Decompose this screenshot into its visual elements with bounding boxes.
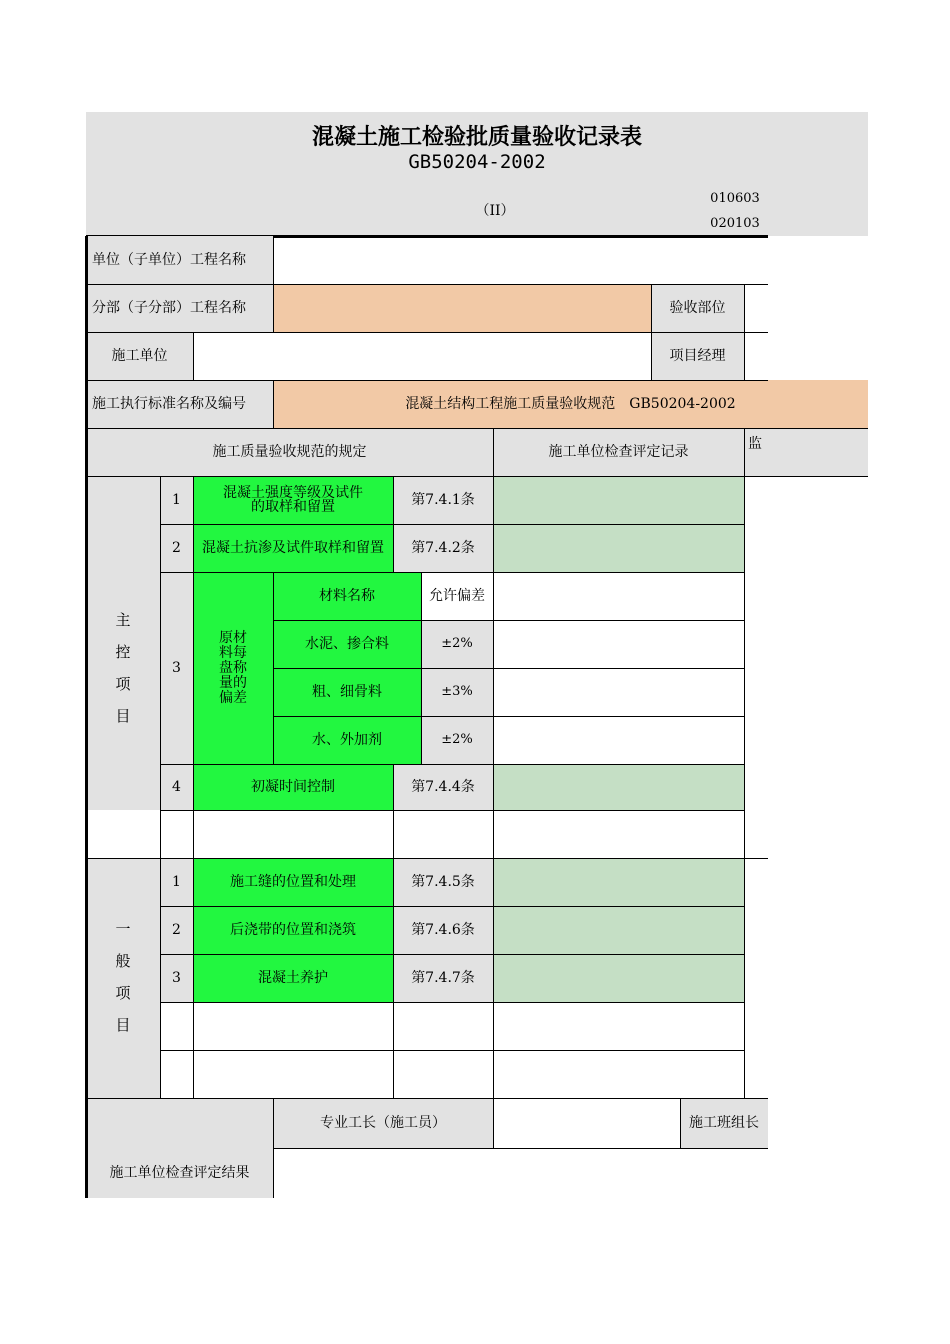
foreman-label: 专业工长（施工员） (320, 1115, 446, 1131)
project-manager-label: 项目经理 (669, 348, 726, 364)
general-row-2-clause: 第7.4.6条 (393, 906, 493, 954)
form-code-1: 010603 (710, 191, 760, 206)
material-1-name: 水泥、掺合料 (273, 620, 421, 668)
material-1-tolerance: ±2% (421, 620, 493, 668)
sub-project-value[interactable] (273, 284, 651, 332)
general-row-3-text: 混凝土养护 (193, 954, 393, 1002)
general-row-2-record[interactable] (493, 906, 744, 954)
sub-project-label: 分部（子分部）工程名称 (92, 300, 246, 316)
main-row-4-record[interactable] (493, 764, 744, 810)
material-2-name: 粗、细骨料 (273, 668, 421, 716)
general-row-2-no: 2 (172, 922, 181, 938)
supervision-header: 监 (748, 436, 762, 452)
form-standard: GB50204-2002 (408, 151, 546, 173)
main-row-2-record[interactable] (493, 524, 744, 572)
main-row-4-text: 初凝时间控制 (193, 764, 393, 810)
construction-unit-value[interactable] (193, 332, 651, 380)
material-3-name: 水、外加剂 (273, 716, 421, 764)
main-items-label: 主 控 项 目 (115, 611, 131, 725)
material-2-tolerance: ±3% (421, 668, 493, 716)
unit-project-label: 单位（子单位）工程名称 (92, 252, 246, 268)
general-row-3-record[interactable] (493, 954, 744, 1002)
main-row-4-no: 4 (172, 779, 181, 795)
spec-header: 施工质量验收规范的规定 (212, 444, 367, 460)
main-row-1-clause: 第7.4.1条 (393, 476, 493, 524)
form-title: 混凝土施工检验批质量验收记录表 (311, 125, 642, 150)
general-row-1-no: 1 (172, 874, 181, 890)
general-row-1-record[interactable] (493, 858, 744, 906)
main-row-3-group: 原材料每盘称量的偏差 (193, 572, 273, 764)
accept-part-label: 验收部位 (669, 300, 726, 316)
main-row-2-clause: 第7.4.2条 (393, 524, 493, 572)
material-name-header: 材料名称 (273, 572, 421, 620)
general-row-3-no: 3 (172, 970, 181, 986)
unit-project-value[interactable] (273, 236, 768, 284)
result-label: 施工单位检查评定结果 (109, 1165, 250, 1181)
general-items-label: 一 般 项 目 (115, 920, 131, 1034)
main-row-3-no: 3 (172, 660, 181, 676)
form-part: （II） (475, 203, 515, 219)
main-row-2-no: 2 (172, 540, 181, 556)
general-row-3-clause: 第7.4.7条 (393, 954, 493, 1002)
exec-standard-value: 混凝土结构工程施工质量验收规范 GB50204-2002 (405, 396, 736, 412)
main-row-2-text: 混凝土抗渗及试件取样和留置 (193, 524, 393, 572)
exec-standard-label: 施工执行标准名称及编号 (92, 396, 246, 412)
general-row-1-text: 施工缝的位置和处理 (193, 858, 393, 906)
foreman-value[interactable] (493, 1098, 680, 1148)
construction-unit-label: 施工单位 (111, 348, 168, 364)
general-row-2-text: 后浇带的位置和浇筑 (193, 906, 393, 954)
record-header: 施工单位检查评定记录 (548, 444, 689, 460)
tolerance-header: 允许偏差 (429, 588, 485, 604)
main-row-1-record[interactable] (493, 476, 744, 524)
general-row-1-clause: 第7.4.5条 (393, 858, 493, 906)
material-3-tolerance: ±2% (421, 716, 493, 764)
main-row-4-clause: 第7.4.4条 (393, 764, 493, 810)
main-row-1-text: 混凝土强度等级及试件的取样和留置 (193, 476, 393, 524)
form-code-2: 020103 (710, 216, 760, 231)
team-leader-label: 施工班组长 (689, 1115, 759, 1131)
main-row-1-no: 1 (172, 492, 181, 508)
